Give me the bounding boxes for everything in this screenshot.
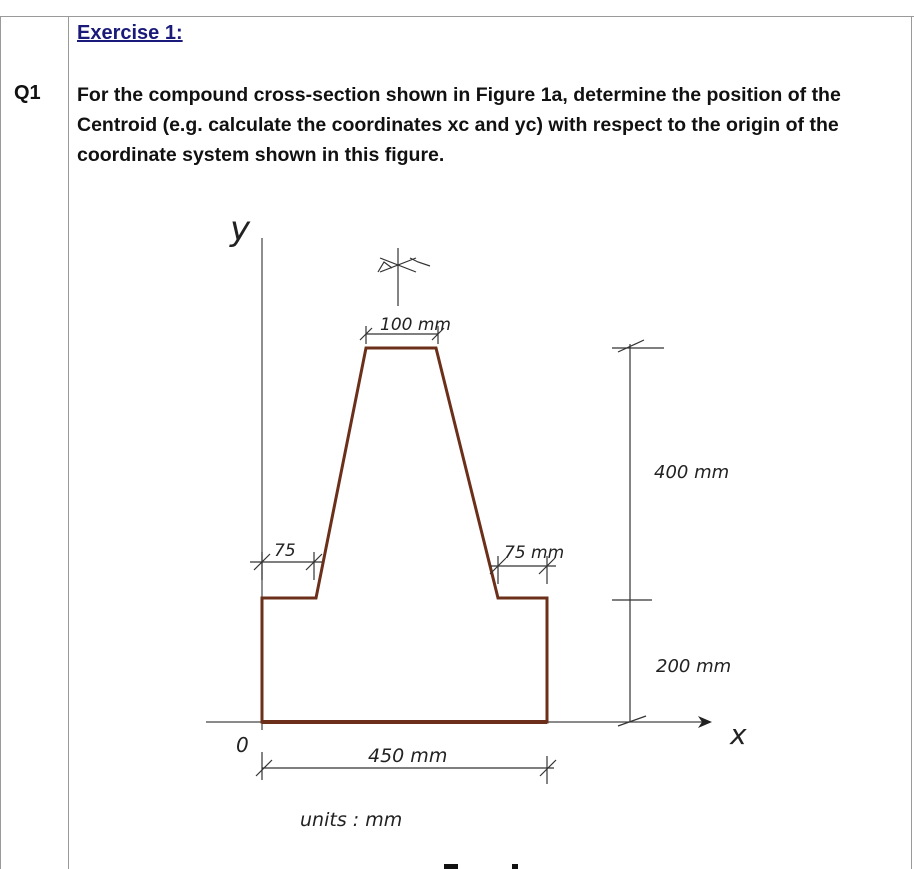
height-lower-label: 200 mm: [656, 656, 732, 677]
base-width-label: 450 mm: [368, 745, 448, 767]
axis-sketch-icon: [378, 248, 430, 306]
exercise-title: Exercise 1:: [77, 22, 183, 44]
x-axis-label: x: [730, 718, 747, 751]
caption-fragment: [444, 864, 458, 869]
section-outline: [262, 348, 547, 722]
right-step-label: 75 mm: [504, 543, 565, 563]
y-axis-label: y: [230, 209, 251, 249]
origin-label: 0: [236, 733, 249, 757]
units-label: units : mm: [300, 809, 403, 831]
caption-fragment-2: [512, 864, 518, 869]
question-label: Q1: [14, 82, 41, 104]
question-text: For the compound cross-section shown in Figure 1a, determine the position of the Centroid (e.g. calculate the coordinates xc and yc) with respect to the origin of the coordinate system shown in this figure.: [77, 84, 841, 166]
left-step-label: 75: [274, 541, 296, 561]
top-width-label: 100 mm: [380, 315, 451, 335]
height-total-label: 400 mm: [654, 462, 730, 483]
